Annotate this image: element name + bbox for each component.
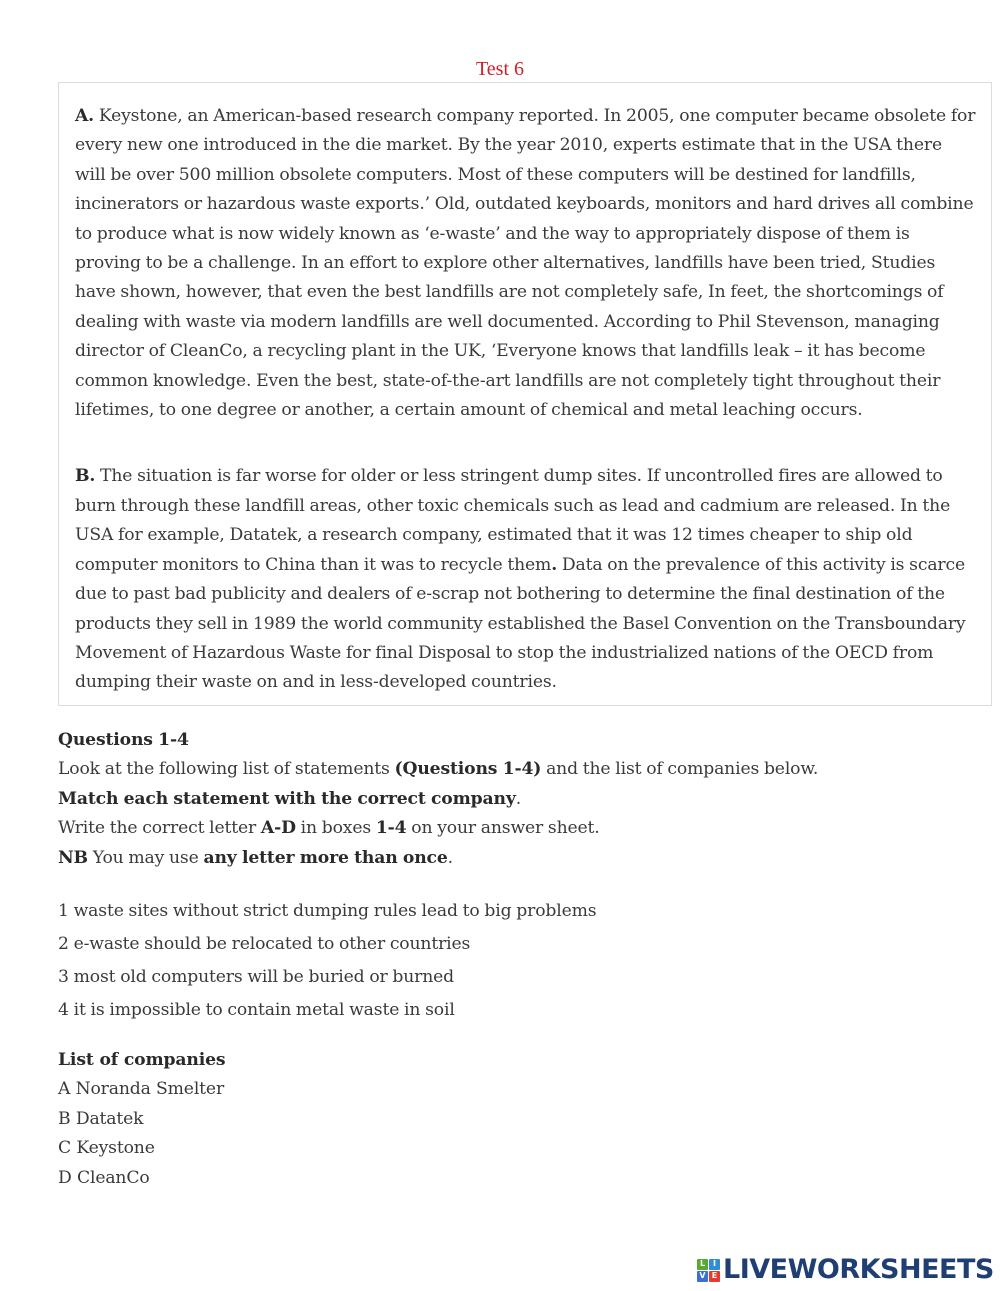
paragraph-text-continued: Data on the prevalence of this activity is scarce due to past bad publicity and dealers of e-scrap not bothering to determine the final destination of the products they sell in 1989 the world community established the Basel Convention on the Transboundary Movement of Hazardous Waste for final Disposal to stop the industrialized nations of the OECD from dumping their waste on and in less-developed countries. [75, 554, 966, 693]
statement-list [58, 895, 988, 1027]
instruction-bold: any letter more than once [203, 847, 448, 868]
company-name: Keystone [76, 1138, 155, 1159]
logo-block-e: E [709, 1271, 720, 1282]
instruction-text: on your answer sheet. [406, 818, 600, 839]
instruction-bold: (Questions 1-4) [394, 759, 542, 780]
paragraph-b [75, 462, 977, 697]
question-instructions [58, 726, 988, 873]
company-item [58, 1164, 658, 1193]
statement-number: 3 [58, 967, 69, 987]
instruction-line-3 [58, 814, 988, 843]
paragraph-text: Keystone, an American-based research company reported. In 2005, one computer became obsolete for every new one introduced in the die market. By the year 2010, experts estimate that in the USA there will be over 500 million obsolete computers. Most of these computers will be destined for landfills, incinerators or hazardous waste exports.’ Old, outdated keyboards, monitors and hard drives all combine to produce what is now widely known as ‘e-waste’ and the way to appropriately dispose of them is proving to be a challenge. In an effort to explore other alternatives, landfills have been tried, Studies have shown, however, that even the best landfills are not completely safe, In feet, the shortcomings of dealing with waste via modern landfills are well documented. According to Phil Stevenson, managing director of CleanCo, a recycling plant in the UK, ‘Everyone knows that landfills leak – it has become common knowledge. Even the best, state-of-the-art landfills are not completely tight throughout their lifetimes, to one degree or another, a certain amount of chemical and metal leaching occurs. [75, 106, 976, 421]
statement-text: most old computers will be buried or burned [73, 967, 455, 987]
statement-text: waste sites without strict dumping rules lead to big problems [73, 901, 597, 921]
instruction-bold: 1-4 [375, 818, 407, 839]
instruction-text: Look at the following list of statements [58, 759, 395, 780]
company-list [58, 1046, 658, 1193]
statement-number: 4 [58, 1000, 69, 1020]
logo-block-i: I [709, 1259, 720, 1270]
company-name: Noranda Smelter [75, 1079, 225, 1100]
statement-text: it is impossible to contain metal waste in soil [73, 1000, 455, 1020]
company-letter: B [58, 1108, 71, 1129]
statement-item [58, 928, 988, 961]
company-item [58, 1075, 658, 1104]
instruction-text: You may use [87, 847, 204, 868]
bold-period: . [551, 554, 558, 575]
statement-item [58, 994, 988, 1027]
instruction-text: and the list of companies below. [541, 759, 819, 780]
instruction-text: Write the correct letter [58, 818, 261, 839]
instruction-line-4 [58, 844, 988, 873]
brand-name: LIVEWORKSHEETS [723, 1254, 994, 1285]
logo-block-v: V [697, 1271, 708, 1282]
questions-heading-text: Questions 1-4 [58, 730, 189, 750]
instruction-line-2 [58, 785, 988, 814]
instruction-bold: NB [58, 847, 88, 868]
paragraph-text: The situation is far worse for older or less stringent dump sites. If uncontrolled fires are allowed to burn through these landfill areas, other toxic chemicals such as lead and cadmium are released. In the USA for example, Datatek, a research company, estimated that it was 12 times cheaper to ship old computer monitors to China than it was to recycle them [75, 466, 951, 575]
company-name: CleanCo [76, 1167, 150, 1188]
paragraph-label: B. [75, 466, 96, 487]
company-name: Datatek [75, 1108, 144, 1129]
company-letter: A [58, 1079, 71, 1100]
logo-block-l: L [697, 1259, 708, 1270]
company-letter: C [58, 1138, 72, 1159]
company-item [58, 1105, 658, 1134]
statement-item [58, 961, 988, 994]
instruction-text: in boxes [295, 818, 376, 839]
paragraph-a [75, 102, 977, 425]
instruction-text: . [447, 847, 453, 868]
instruction-text: . [515, 788, 522, 809]
instruction-bold: A-D [260, 818, 296, 839]
document-title: Test 6 [475, 58, 525, 80]
statement-number: 2 [58, 934, 69, 954]
company-letter: D [58, 1167, 72, 1188]
reading-passage [58, 82, 992, 706]
instruction-line-1 [58, 755, 988, 784]
statement-item [58, 895, 988, 928]
company-list-heading: List of companies [58, 1050, 226, 1070]
live-blocks-icon [697, 1259, 720, 1282]
liveworksheets-logo [697, 1254, 994, 1286]
company-item [58, 1134, 658, 1163]
paragraph-label: A. [75, 106, 95, 126]
statement-text: e-waste should be relocated to other countries [73, 934, 471, 954]
instruction-bold: Match each statement with the correct company [58, 788, 516, 809]
questions-heading [58, 726, 988, 755]
statement-number: 1 [58, 901, 69, 921]
